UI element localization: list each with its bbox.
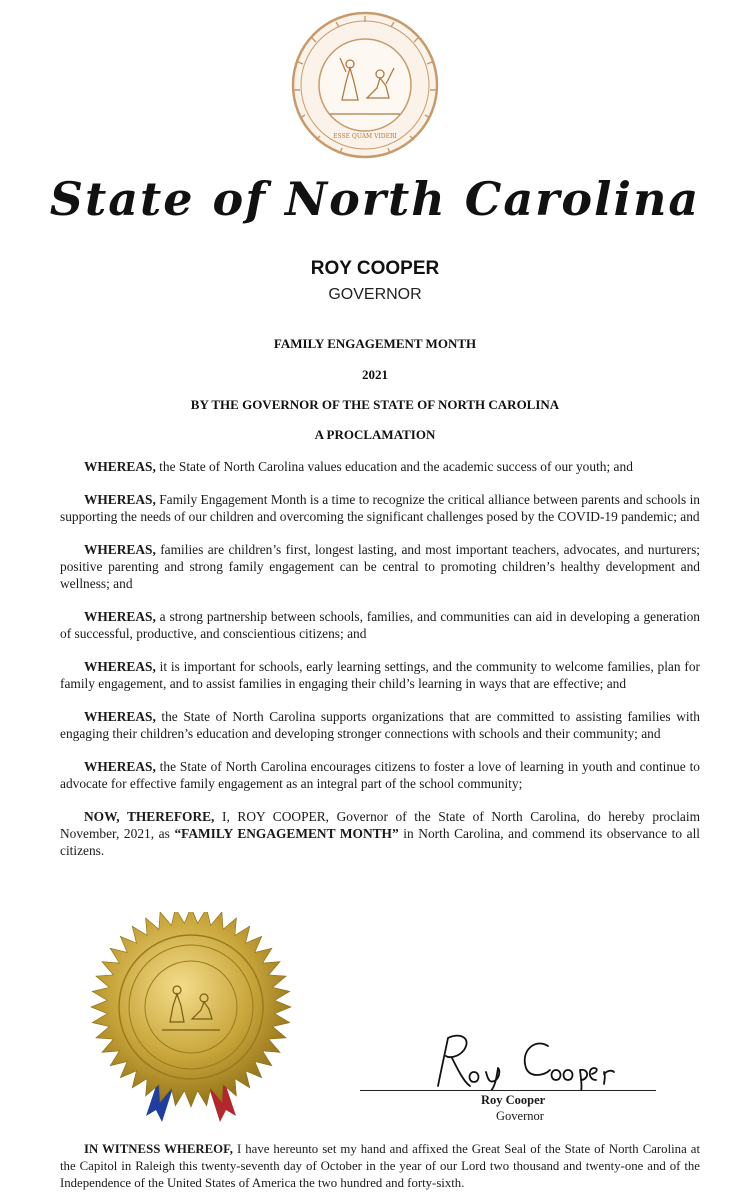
whereas-clause: [60, 758, 700, 792]
proclamation-type: A PROCLAMATION: [314, 427, 436, 442]
great-seal-icon: [290, 10, 440, 160]
proclamation-title: FAMILY ENGAGEMENT MONTH: [273, 336, 477, 351]
whereas-lead: WHEREAS,: [84, 459, 156, 474]
signer-title: Governor: [496, 1109, 544, 1123]
now-therefore-clause: [60, 808, 700, 859]
signature-block: [360, 1028, 660, 1128]
witness-clause: [60, 1141, 700, 1192]
signature-line: [360, 1090, 656, 1091]
whereas-lead: WHEREAS,: [84, 609, 156, 624]
proclamation-body: [60, 458, 700, 859]
whereas-lead: WHEREAS,: [84, 709, 156, 724]
whereas-text: families are children’s first, longest lasting, and most important teachers, advocates, and nurturers; positive parenting and strong family engagement can be central to promoting children’s healthy development and wellness; and: [60, 542, 700, 591]
state-title: State of North Carolina: [49, 172, 701, 226]
governor-name: ROY COOPER: [310, 258, 440, 279]
proclamation-by-line: BY THE GOVERNOR OF THE STATE OF NORTH CAROLINA: [190, 397, 560, 412]
whereas-text: it is important for schools, early learning settings, and the community to welcome families, plan for family engagement, and to assist families in engaging their child’s learning in ways that are effective; and: [60, 659, 700, 691]
whereas-text: the State of North Carolina supports organizations that are committed to assisting families with engaging their children’s education and developing stronger connections with schools and their community; and: [60, 709, 700, 741]
whereas-text: Family Engagement Month is a time to recognize the critical alliance between parents and schools in supporting the needs of our children and overcoming the significant challenges posed by the COVID-19 pandemic; and: [60, 492, 700, 524]
whereas-clause: [60, 491, 700, 525]
whereas-clause: [60, 658, 700, 692]
whereas-clause: [60, 541, 700, 592]
governor-title: GOVERNOR: [328, 286, 422, 303]
whereas-clause: [60, 708, 700, 742]
whereas-clause: [60, 608, 700, 642]
proclamation-year: 2021: [362, 367, 388, 382]
whereas-clause: [60, 458, 700, 475]
whereas-text: a strong partnership between schools, families, and communities can aid in developing a generation of successful, productive, and conscientious citizens; and: [60, 609, 700, 641]
witness-lead: IN WITNESS WHEREOF,: [84, 1142, 233, 1156]
whereas-lead: WHEREAS,: [84, 542, 156, 557]
now-therefore-text: I, ROY COOPER, Governor of the State of North Carolina, do hereby proclaim November, 2021, as: [60, 809, 700, 841]
signature-image: [360, 1028, 660, 1090]
gold-seal-icon: [82, 912, 300, 1130]
now-therefore-lead: NOW, THEREFORE,: [84, 809, 215, 824]
svg-text:ESSE QUAM VIDERI: ESSE QUAM VIDERI: [333, 133, 397, 140]
whereas-lead: WHEREAS,: [84, 492, 156, 507]
whereas-text: the State of North Carolina values education and the academic success of our youth; and: [155, 459, 633, 474]
whereas-lead: WHEREAS,: [84, 759, 156, 774]
proclamation-highlight: “FAMILY ENGAGEMENT MONTH”: [174, 826, 399, 841]
whereas-text: the State of North Carolina encourages citizens to foster a love of learning in youth and continue to advocate for effective family engagement as an integral part of the school community;: [60, 759, 700, 791]
whereas-lead: WHEREAS,: [84, 659, 156, 674]
now-therefore-text-end: in North Carolina, and commend its observance to all citizens.: [60, 826, 701, 858]
signer-name: Roy Cooper: [481, 1093, 546, 1107]
witness-text: I have hereunto set my hand and affixed the Great Seal of the State of North Carolina at the Capitol in Raleigh this twenty-seventh day of October in the year of our Lord two thousand and twenty-one and of the Independence of the United States of America the two hundred and forty-sixth.: [60, 1142, 701, 1190]
